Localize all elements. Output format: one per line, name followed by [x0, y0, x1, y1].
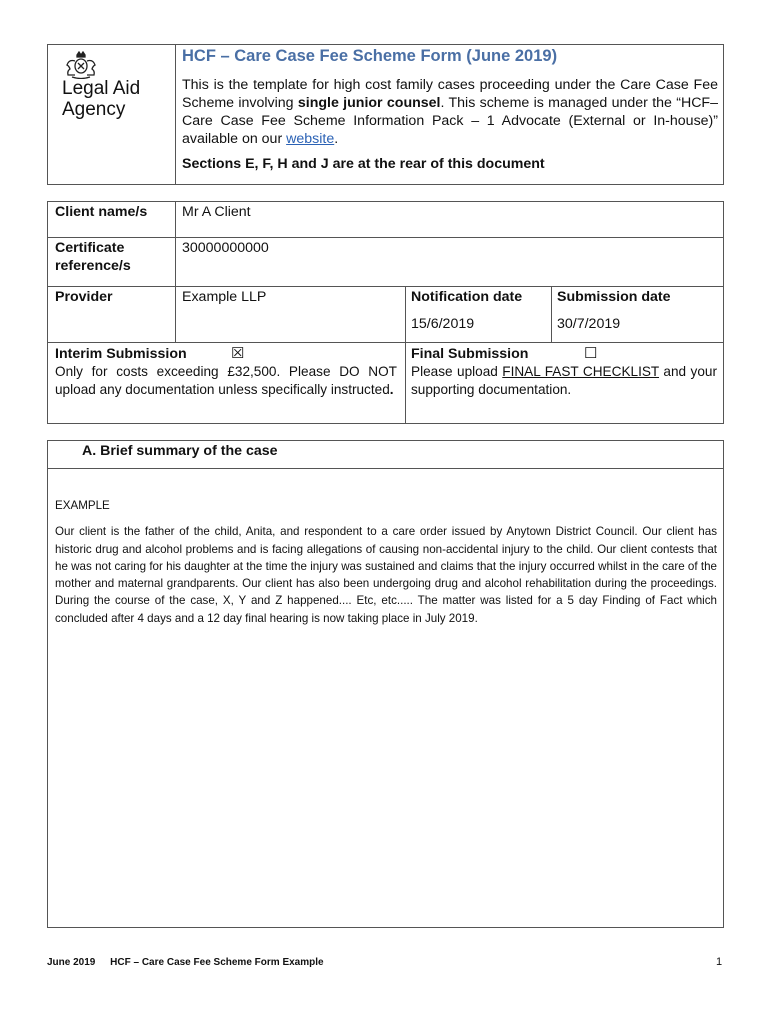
sections-note: Sections E, F, H and J are at the rear of this document — [182, 156, 545, 172]
intro-part1: This is the template for high cost family cases proceeding under the Care Case Fee Scheme involving — [182, 77, 718, 111]
example-label: EXAMPLE — [55, 499, 110, 512]
page-number: 1 — [716, 956, 723, 968]
interim-instructions — [55, 363, 397, 399]
certificate-label-line2: reference/s — [55, 258, 131, 274]
agency-logo — [48, 45, 176, 184]
footer-date: June 2019 — [47, 957, 96, 968]
certificate-label — [55, 239, 131, 275]
final-checkbox[interactable]: ☐ — [584, 345, 598, 362]
section-a-title: A. Brief summary of the case — [82, 443, 278, 459]
submission-date-label: Submission date — [557, 289, 671, 305]
form-header — [47, 44, 724, 185]
client-name-label: Client name/s — [55, 204, 148, 220]
intro-part2: . This scheme is managed under the “HCF– Care Case Fee Scheme Information Pack – 1 Advocate (External or In-house)” available on our — [182, 95, 718, 147]
intro-end: . — [334, 131, 339, 147]
website-link[interactable]: website — [286, 131, 335, 147]
royal-coat-of-arms-icon — [64, 51, 98, 79]
form-title: HCF – Care Case Fee Scheme Form (June 2019) — [182, 47, 558, 65]
notification-date-label: Notification date — [411, 289, 523, 305]
provider-label: Provider — [55, 289, 113, 305]
final-text-part1: Please upload — [411, 364, 503, 379]
notification-date-value: 15/6/2019 — [411, 316, 475, 332]
client-details-table — [47, 201, 724, 424]
interim-checkbox[interactable]: ☒ — [231, 345, 245, 362]
provider-value: Example LLP — [182, 289, 267, 305]
interim-text-end: . — [389, 382, 394, 397]
interim-submission-label: Interim Submission — [55, 346, 187, 362]
case-summary-textarea[interactable] — [55, 497, 717, 627]
agency-name-line1: Legal Aid — [62, 78, 141, 99]
page-footer — [47, 957, 336, 968]
agency-name-line2: Agency — [62, 99, 126, 120]
final-instructions — [411, 363, 717, 399]
section-a-summary — [47, 440, 724, 928]
intro-bold: single junior counsel — [297, 95, 441, 111]
final-text-part2: and your supporting documentation. — [411, 364, 717, 397]
interim-text: Only for costs exceeding £32,500. Please DO NOT upload any documentation unless specifically instructed — [55, 364, 397, 397]
certificate-label-line1: Certificate — [55, 240, 125, 256]
footer-form-name: HCF – Care Case Fee Scheme Form Example — [110, 957, 324, 968]
final-submission-label: Final Submission — [411, 346, 529, 362]
final-fast-checklist-link[interactable]: FINAL FAST CHECKLIST — [502, 364, 659, 379]
case-summary-text: Our client is the father of the child, Anita, and respondent to a care order issued by Anytown District Council. Our client has historic drug and alcohol problems and is facing allegations of causing non-accidental injury to the child. Our client contests that he was not caring for his daughter at the time the injury was sustained and claims that the injury occurred whilst in the care of the mother and maternal grandparents. Our client has also been undergoing drug and alcohol rehabilitation during the proceedings. During the course of the case, X, Y and Z happened.... Etc, etc..... The matter was listed for a 5 day Finding of Fact which concluded after 4 days and a 12 day final hearing is now taking place in July 2019. — [55, 525, 717, 625]
client-name-value: Mr A Client — [182, 204, 251, 220]
submission-date-value: 30/7/2019 — [557, 316, 621, 332]
intro-text — [182, 76, 718, 148]
certificate-value: 30000000000 — [182, 240, 269, 256]
